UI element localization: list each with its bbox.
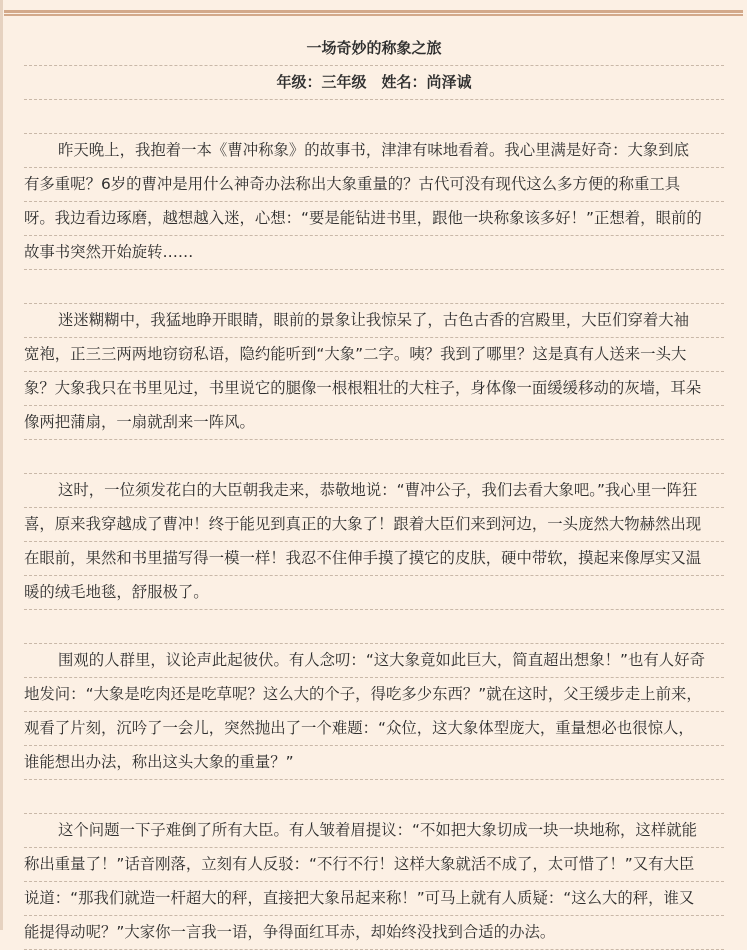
- paragraph-2-line-1: 迷迷糊糊中，我猛地睁开眼睛，眼前的景象让我惊呆了，古色古香的宫殿里，大臣们穿着大袖: [24, 304, 724, 338]
- paragraph-1-line-4: 故事书突然开始旋转……: [24, 236, 724, 270]
- paragraph-4-line-4: 谁能想出办法，称出这头大象的重量？”: [24, 746, 724, 780]
- top-decorative-border: [4, 10, 743, 16]
- paragraph-5-line-2: 称出重量了！”话音刚落，立刻有人反驳：“不行不行！这样大象就活不成了，太可惜了！”又有大臣: [24, 848, 724, 882]
- paragraph-1-line-3: 呀。我边看边琢磨，越想越入迷，心想：“要是能钻进书里，跟他一块称象该多好！”正想着，眼前的: [24, 202, 724, 236]
- paragraph-2-line-3: 象？大象我只在书里见过，书里说它的腿像一根根粗壮的大柱子，身体像一面缓缓移动的灰墙，耳朵: [24, 372, 724, 406]
- paragraph-3-line-3: 在眼前，果然和书里描写得一模一样！我忍不住伸手摸了摸它的皮肤，硬中带软，摸起来像厚实又温: [24, 542, 724, 576]
- paragraph-5-line-1: 这个问题一下子难倒了所有大臣。有人皱着眉提议：“不如把大象切成一块一块地称，这样就能: [24, 814, 724, 848]
- paragraph-2-line-2: 宽袍，正三三两两地窃窃私语，隐约能听到“大象”二字。咦？我到了哪里？这是真有人送来一头大: [24, 338, 724, 372]
- essay-title: 一场奇妙的称象之旅: [24, 32, 724, 66]
- paragraph-4-line-1: 围观的人群里，议论声此起彼伏。有人念叨：“这大象竟如此巨大，简直超出想象！”也有人好奇: [24, 644, 724, 678]
- paragraph-4-line-3: 观看了片刻，沉吟了一会儿，突然抛出了一个难题：“众位，这大象体型庞大，重量想必也很惊人，: [24, 712, 724, 746]
- paragraph-3-line-1: 这时，一位须发花白的大臣朝我走来，恭敬地说：“曹冲公子，我们去看大象吧。”我心里一阵狂: [24, 474, 724, 508]
- page-left-edge: [0, 0, 3, 930]
- paragraph-1-line-2: 有多重呢？6岁的曹冲是用什么神奇办法称出大象重量的？古代可没有现代这么多方便的称重工具: [24, 168, 724, 202]
- blank-line: [24, 610, 724, 644]
- blank-line: [24, 100, 724, 134]
- essay-meta: 年级：三年级 姓名：尚泽诚: [24, 66, 724, 100]
- blank-line: [24, 440, 724, 474]
- paragraph-2-line-4: 像两把蒲扇，一扇就刮来一阵风。: [24, 406, 724, 440]
- paragraph-3-line-4: 暖的绒毛地毯，舒服极了。: [24, 576, 724, 610]
- paragraph-3-line-2: 喜，原来我穿越成了曹冲！终于能见到真正的大象了！跟着大臣们来到河边，一头庞然大物赫然出现: [24, 508, 724, 542]
- blank-line: [24, 270, 724, 304]
- blank-line: [24, 780, 724, 814]
- paragraph-5-line-3: 说道：“那我们就造一杆超大的秤，直接把大象吊起来称！”可马上就有人质疑：“这么大的秤，谁又: [24, 882, 724, 916]
- paragraph-1-line-1: 昨天晚上，我抱着一本《曹冲称象》的故事书，津津有味地看着。我心里满是好奇：大象到底: [24, 134, 724, 168]
- paragraph-5-line-4: 能提得动呢？”大家你一言我一语，争得面红耳赤，却始终没找到合适的办法。: [24, 916, 724, 950]
- essay-sheet: [24, 32, 724, 950]
- paragraph-4-line-2: 地发问：“大象是吃肉还是吃草呢？这么大的个子，得吃多少东西？”就在这时，父王缓步走上前来，: [24, 678, 724, 712]
